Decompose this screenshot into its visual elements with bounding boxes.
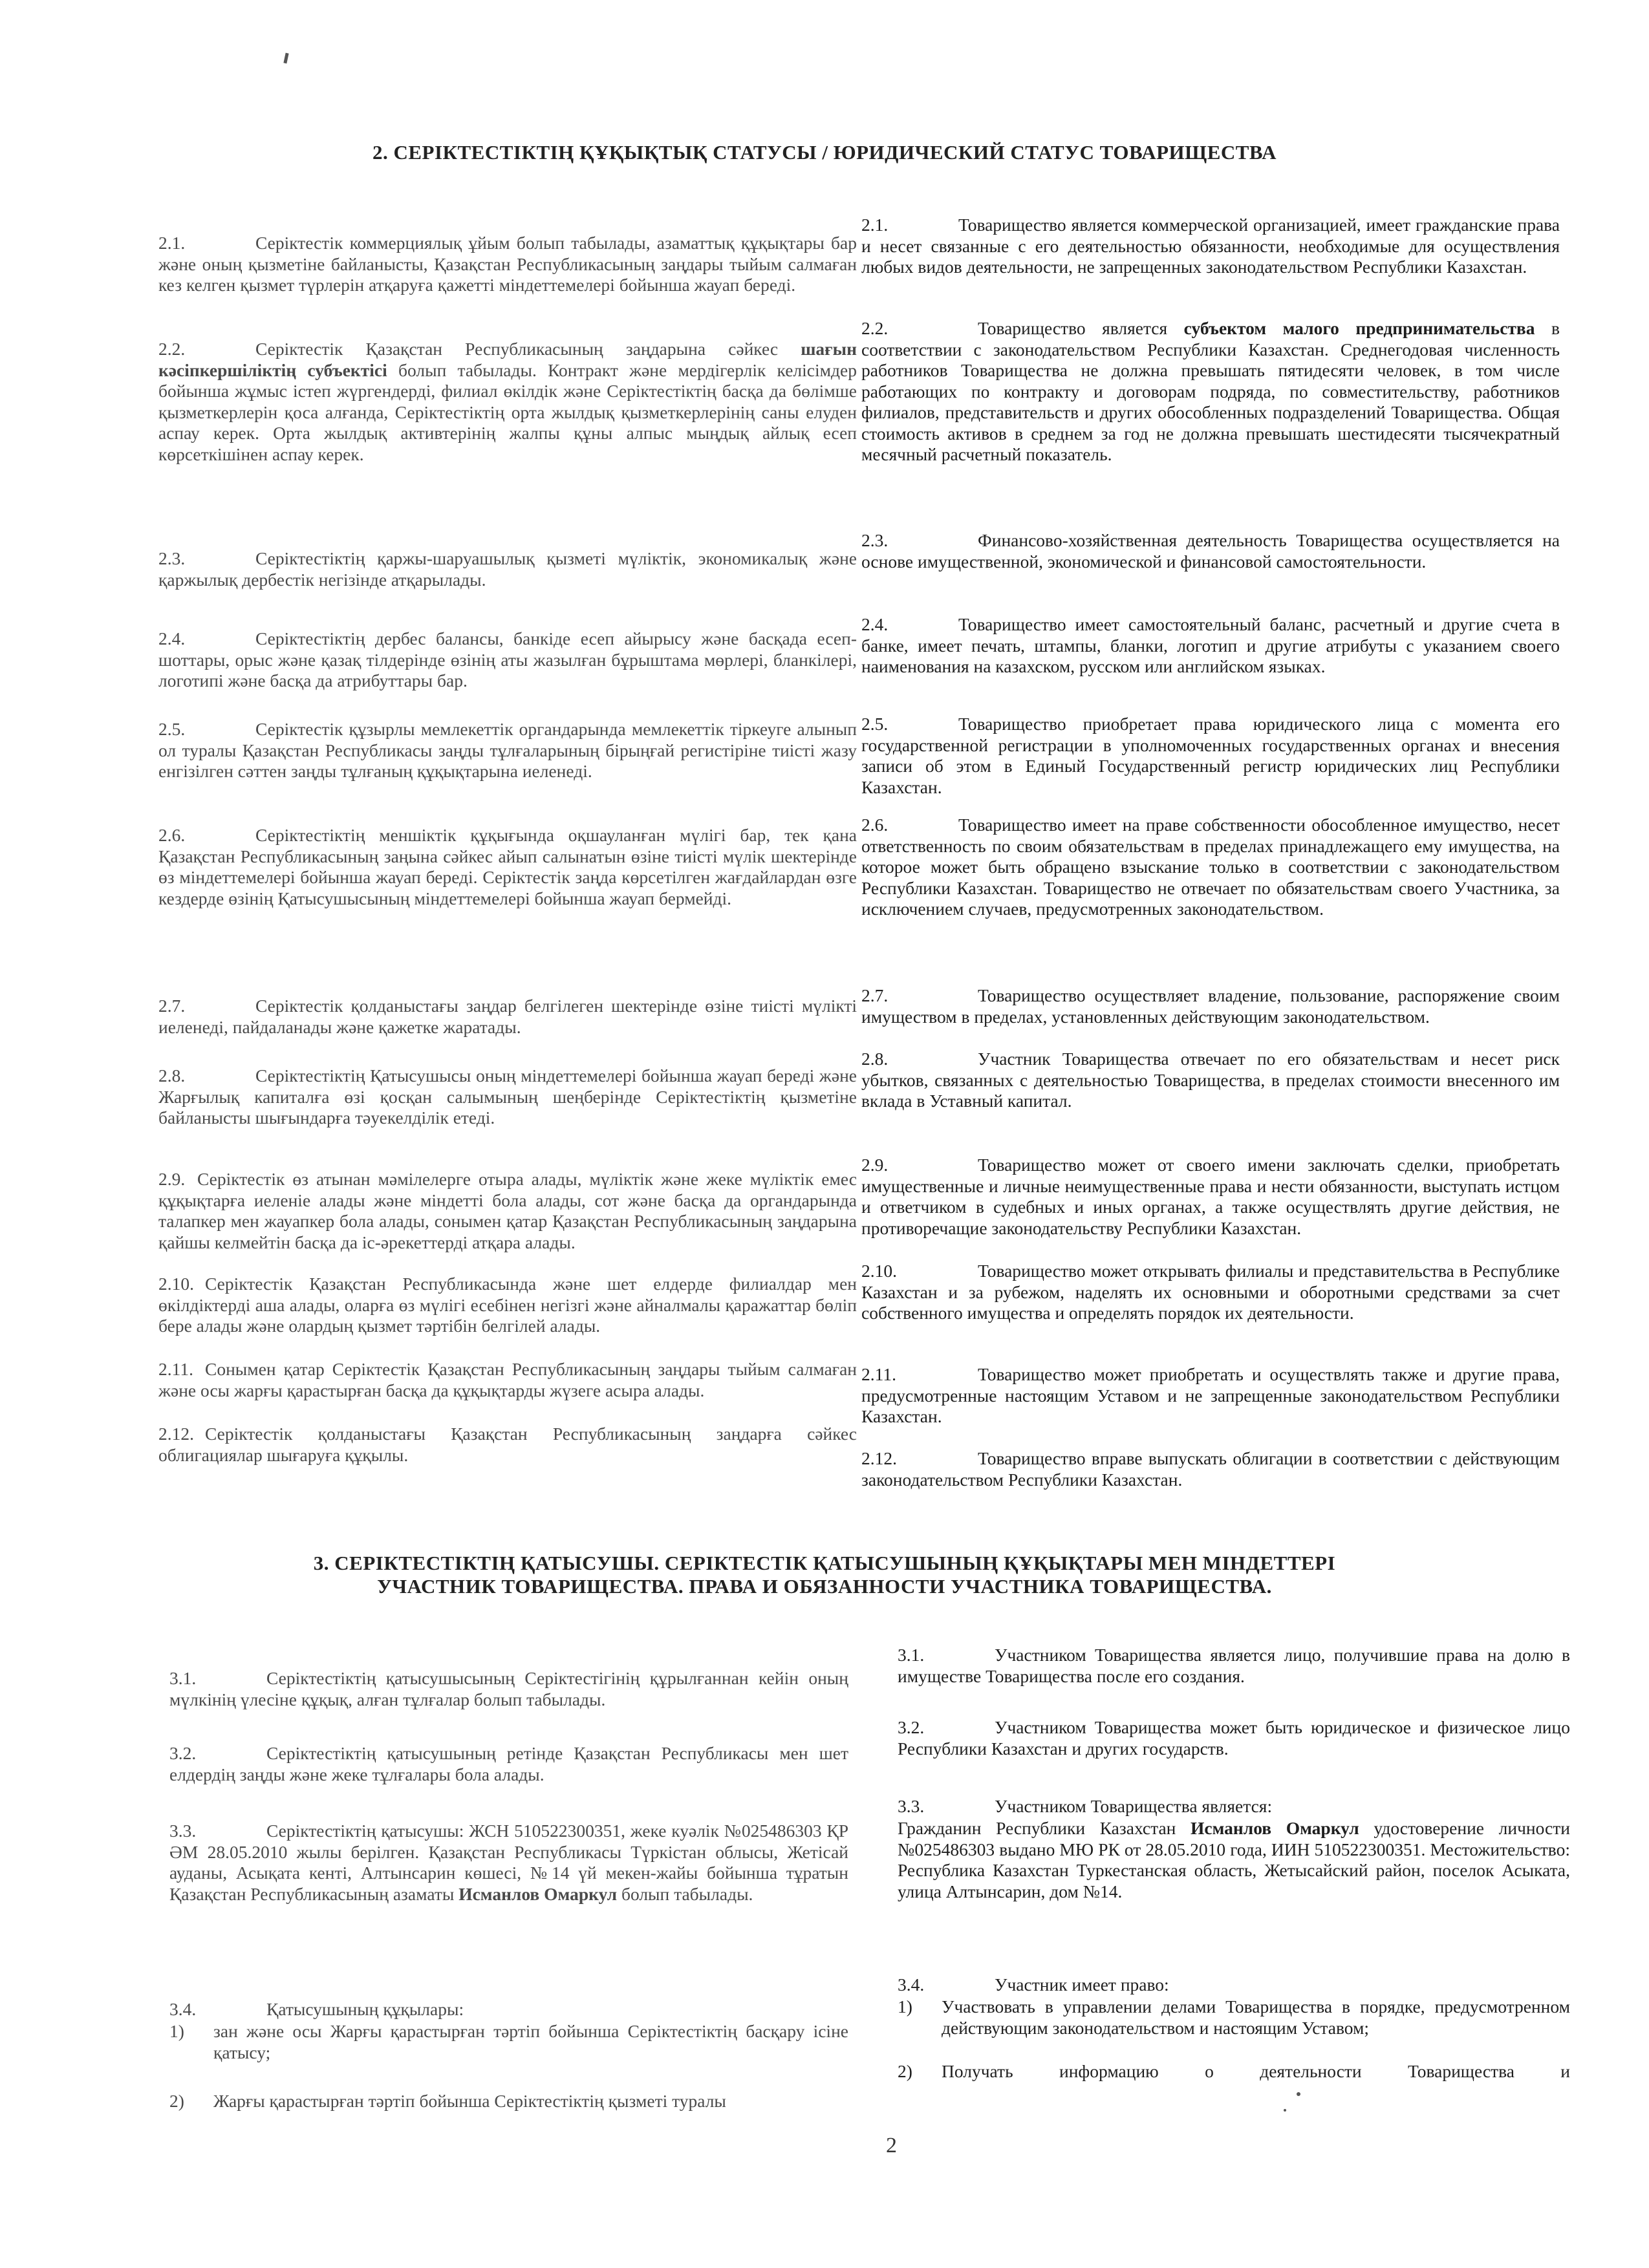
- clause-number: 2.3.: [861, 530, 889, 550]
- clause-number: 2.6.: [861, 815, 889, 835]
- clause-number: 2.2.: [861, 318, 889, 338]
- scan-mark: [283, 53, 288, 64]
- clause-text: Товарищество может приобретать и осуществлять также и другие права, предусмотренные настоящим Уставом и не запрещенные законодательством Республики Казахстан.: [861, 1364, 1560, 1426]
- kz-2-1: [158, 233, 857, 296]
- kz-2-7: [158, 996, 857, 1038]
- clause-number: 2.9.: [158, 1169, 186, 1189]
- clause-number: 3.1.: [898, 1645, 925, 1665]
- kz-2-4: [158, 628, 857, 692]
- ru-2-7: [861, 985, 1560, 1027]
- ru-3-4-item-1: [898, 1996, 1570, 2038]
- clause-number: 3.2.: [898, 1717, 925, 1737]
- kz-3-1: [169, 1668, 848, 1710]
- kz-3-4: [169, 1999, 848, 2020]
- ru-3-1: [898, 1645, 1570, 1687]
- clause-text: болып табылады. Контракт және мердігерлік келісімдер бойынша жұмыс істеп жүргендерді, филиал өкілдік және Серіктестіктің басқа да бөлімше қызметкерлерін қоса алғанда, Серіктестіктің орта жылдық қызметкерлерінің саны елуден аспау керек. Орта жылдық активтерінің жалпы құны алпыс мыңдық айлық есеп көрсеткішінен аспау керек.: [158, 359, 857, 464]
- clause-number: 3.3.: [898, 1796, 925, 1816]
- clause-text: Участником Товарищества может быть юридическое и физическое лицо Республики Казахстан и других государств.: [898, 1717, 1570, 1759]
- section-2-ru-column: [861, 215, 1560, 1514]
- ru-2-6: [861, 815, 1560, 920]
- clause-text: Серіктестік Қазақстан Республикасының заңдарына сәйкес: [255, 339, 801, 359]
- clause-text: Товарищество может открывать филиалы и представительства в Республике Казахстан и за рубежом, наделять их основными и оборотными средствами за счет собственного имущества и определять порядок их деятельности.: [861, 1261, 1560, 1323]
- clause-number: 2.10.: [158, 1274, 194, 1294]
- clause-text: Участник Товарищества отвечает по его обязательствам и несет риск убытков, связанных с деятельностью Товарищества, в пределах стоимости внесенного им вклада в Уставный капитал.: [861, 1049, 1560, 1111]
- clause-number: 3.4.: [898, 1974, 925, 1995]
- kz-3-3: [169, 1821, 848, 1905]
- kz-2-11: [158, 1359, 857, 1401]
- clause-number: 2.10.: [861, 1261, 897, 1281]
- clause-number: 2.1.: [158, 233, 186, 253]
- ru-2-12: [861, 1448, 1560, 1490]
- clause-number: 2.5.: [861, 714, 889, 734]
- clause-bold-text: шағын кәсіпкершіліктің субъектісі: [158, 339, 857, 380]
- clause-text: Серіктестік қолданыстағы заңдар белгілеген шектерінде өзіне тиісті мүлікті иеленеді, пайдаланады және қажетке жаратады.: [158, 996, 857, 1037]
- ru-2-9: [861, 1155, 1560, 1239]
- clause-text: Товарищество является: [978, 318, 1184, 338]
- item-number: 1): [898, 1996, 912, 2017]
- ru-2-1: [861, 215, 1560, 278]
- ru-2-11: [861, 1364, 1560, 1428]
- kz-2-8: [158, 1065, 857, 1129]
- kz-3-4-item-1: [169, 2021, 848, 2063]
- clause-text: Участник имеет право:: [995, 1974, 1169, 1995]
- clause-number: 2.4.: [158, 628, 186, 648]
- kz-2-5: [158, 719, 857, 782]
- ru-2-5: [861, 714, 1560, 798]
- clause-text: Серіктестіктің қаржы-шаруашылық қызметі мүліктік, экономикалық және қаржылық дербестік негізінде атқарылады.: [158, 548, 857, 590]
- kz-3-2: [169, 1743, 848, 1785]
- item-text: Жарғы қарастырған тәртіп бойынша Серіктестіктің қызметі туралы: [213, 2091, 726, 2111]
- kz-3-4-item-2: [169, 2091, 848, 2112]
- clause-text: Товарищество имеет на праве собственности обособленное имущество, несет ответственность по своим обязательствам в пределах принадлежащего ему имущества, на которое может быть обращено взыскание только в соответствии с законодательством Республики Казахстан. Товарищество не отвечает по обязательствам своего Участника, за исключением случаев, предусмотренных законодательством.: [861, 815, 1560, 919]
- kz-2-12: [158, 1424, 857, 1466]
- section-3-title-line-2: УЧАСТНИК ТОВАРИЩЕСТВА. ПРАВА И ОБЯЗАННОСТИ УЧАСТНИКА ТОВАРИЩЕСТВА.: [377, 1575, 1272, 1598]
- ru-3-3-body: [898, 1818, 1570, 1902]
- kz-2-3: [158, 548, 857, 590]
- clause-number: 2.8.: [861, 1049, 889, 1069]
- clause-text: удостоверение личности №025486303 выдано МЮ РК от 28.05.2010 года, ИИН 510522300351. Местожительство: Республика Казахстан Туркестанская область, Жетысайский район, поселок Асыката, улица Алтынсарин, дом №14.: [898, 1818, 1571, 1901]
- clause-number: 3.1.: [169, 1668, 197, 1688]
- clause-number: 2.7.: [861, 985, 889, 1005]
- clause-number: 3.2.: [169, 1743, 197, 1763]
- section-3-title-line-1: 3. СЕРІКТЕСТІКТІҢ ҚАТЫСУШЫ. СЕРІКТЕСТІК ҚАТЫСУШЫНЫҢ ҚҰҚЫҚТАРЫ МЕН МІНДЕТТЕРІ: [313, 1552, 1336, 1574]
- clause-number: 2.3.: [158, 548, 186, 568]
- clause-number: 2.2.: [158, 339, 186, 359]
- clause-text: Гражданин Республики Казахстан: [898, 1818, 1191, 1838]
- clause-number: 2.11.: [861, 1364, 896, 1384]
- page-number: 2: [886, 2134, 897, 2157]
- kz-2-10: [158, 1274, 857, 1337]
- clause-number: 2.1.: [861, 215, 889, 235]
- clause-number: 2.4.: [861, 614, 889, 634]
- ru-3-4: [898, 1974, 1570, 1996]
- ru-2-10: [861, 1261, 1560, 1324]
- section-3-title: [0, 1552, 1649, 1598]
- ru-2-3: [861, 530, 1560, 572]
- section-2-kz-column: [158, 233, 857, 1526]
- clause-number: 2.9.: [861, 1155, 889, 1175]
- clause-text: Серіктестіктің дербес балансы, банкіде есеп айырысу және басқада есеп-шоттары, орыс және қазақ тілдерінде өзінің аты жазылған бұрыштама мөрлері, бланкілері, логотипі және басқа да атрибуттары бар.: [158, 628, 857, 690]
- kz-2-6: [158, 825, 857, 909]
- clause-text: Участником Товарищества является:: [995, 1796, 1273, 1816]
- clause-text: Серіктестіктің қатысушысының Серіктестігінің құрылғаннан кейін оның мүлкінің үлесіне құқық, алған тұлғалар болып табылады.: [169, 1668, 848, 1709]
- clause-number: 2.11.: [158, 1359, 193, 1379]
- clause-text: Серіктестіктің Қатысушысы оның міндеттемелері бойынша жауап береді және Жарғылық капиталға өзі қосқан салымының шеңберінде Серіктестіктің қызметіне байланысты шығындарға тәуекелділік етеді.: [158, 1065, 857, 1128]
- clause-text: Сонымен қатар Серіктестік Қазақстан Республикасының заңдары тыйым салмаған және осы жарғы қарастырған басқа да құқықтарды жүзеге асыра алады.: [158, 1359, 857, 1400]
- clause-text: Товарищество является коммерческой организацией, имеет гражданские права и несет связанные с его деятельностью обязанности, необходимые для осуществления любых видов деятельности, не запрещенных законодательством Республики Казахстан.: [861, 215, 1560, 277]
- clause-text: Қатысушының құқылары:: [266, 1999, 464, 2019]
- clause-text: Серіктестік құзырлы мемлекеттік органдарында мемлекеттік тіркеуге алынып ол туралы Қазақстан Республикасы заңды тұлғаларының бірыңғай регистіріне тиісті жазу енгізілген сәттен заңды тұлғаның құқықтарына иеленеді.: [158, 719, 857, 781]
- clause-bold-text: Исманлов Омаркул: [458, 1883, 618, 1904]
- clause-bold-text: Исманлов Омаркул: [1191, 1818, 1359, 1838]
- clause-text: Серіктестік қолданыстағы Қазақстан Республикасының заңдарға сәйкес облигациялар шығаруға құқылы.: [158, 1424, 857, 1465]
- clause-text: Товарищество приобретает права юридического лица с момента его государственной регистрации в уполномоченных государственных органах и внесения записи об этом в Единый Государственный регистр юридических лиц Республики Казахстан.: [861, 714, 1560, 797]
- clause-number: 2.12.: [158, 1424, 194, 1444]
- ru-3-3: [898, 1796, 1570, 1817]
- clause-number: 3.3.: [169, 1821, 197, 1841]
- section-3-kz-column: [169, 1668, 848, 2114]
- ru-3-4-item-2: [898, 2061, 1570, 2082]
- item-text: Получать информацию о деятельности Товарищества и: [942, 2061, 1570, 2081]
- clause-text: Товарищество осуществляет владение, пользование, распоряжение своим имуществом в пределах, установленных действующим законодательством.: [861, 985, 1560, 1027]
- clause-text: Серіктестік өз атынан мәмілелерге отыра алады, мүліктік және жеке мүліктік емес құқықтарға иеленіе алады және міндетті бола алады, сот және басқа да органдарында талапкер мен жауапкер бола алады, сонымен қатар Қазақстан Республикасының заңдарына қайшы келмейтін басқа да іс-әрекеттерді атқара алады.: [158, 1169, 857, 1252]
- clause-bold-text: субъектом малого предпринимательства: [1183, 318, 1535, 338]
- clause-text: болып табылады.: [617, 1883, 753, 1904]
- clause-number: 2.7.: [158, 996, 186, 1016]
- clause-number: 2.5.: [158, 719, 186, 739]
- kz-2-9: [158, 1169, 857, 1253]
- item-number: 1): [169, 2021, 184, 2041]
- kz-2-2: [158, 339, 857, 465]
- clause-text: Участником Товарищества является лицо, получившие права на долю в имуществе Товарищества после его создания.: [898, 1645, 1570, 1686]
- clause-number: 2.8.: [158, 1065, 186, 1086]
- clause-text: Серіктестіктің қатысушының ретінде Қазақстан Республикасы мен шет елдердің заңды және жеке тұлғалары бола алады.: [169, 1743, 848, 1784]
- item-number: 2): [898, 2061, 912, 2081]
- clause-text: Серіктестік коммерциялық ұйым болып табылады, азаматтық құқықтары бар және оның қызметіне байланысты, Қазақстан Республикасының заңдары тыйым салмаған кез келген қызмет түрлерін атқаруға қажетті міндеттемелері бойынша жауап береді.: [158, 233, 857, 295]
- clause-text: Серіктестік Қазақстан Республикасында және шет елдерде филиалдар мен өкілдіктерді аша алады, оларға өз мүлігі есебінен негізгі және айналмалы қаражаттар бөліп бере алады және олардың қызмет тәртібін белгілей алады.: [158, 1274, 857, 1336]
- clause-text: Товарищество вправе выпускать облигации в соответствии с действующим законодательством Республики Казахстан.: [861, 1448, 1560, 1490]
- section-3-ru-column: [898, 1645, 1570, 2110]
- section-2-title: 2. СЕРІКТЕСТІКТІҢ ҚҰҚЫҚТЫҚ СТАТУСЫ / ЮРИДИЧЕСКИЙ СТАТУС ТОВАРИЩЕСТВА: [372, 141, 1277, 164]
- clause-text: Серіктестіктің қатысушы: ЖСН 510522300351, жеке куәлік №025486303 ҚР ӘМ 28.05.2010 жылы берілген. Қазақстан Республикасы Түркістан облысы, Жетісай ауданы, Асықата кенті, Алтынсарин көшесі, №14 үй мекен-жайы бойынша тұратын Қазақстан Республикасының азаматы: [169, 1821, 848, 1904]
- item-text: Участвовать в управлении делами Товарищества в порядке, предусмотренном действующим законодательством и настоящим Уставом;: [942, 1996, 1570, 2038]
- clause-number: 3.4.: [169, 1999, 197, 2019]
- ru-3-2: [898, 1717, 1570, 1759]
- clause-text: Финансово-хозяйственная деятельность Товарищества осуществляется на основе имущественной, экономической и финансовой самостоятельности.: [861, 530, 1560, 572]
- ru-2-4: [861, 614, 1560, 678]
- item-text: зан және осы Жарғы қарастырған тәртіп бойынша Серіктестіктің басқару ісіне қатысу;: [213, 2021, 848, 2062]
- clause-text: Товарищество может от своего имени заключать сделки, приобретать имущественные и личные неимущественные права и нести обязанности, выступать истцом и ответчиком в судебных и иных органах, а также осуществлять другие действия, не противоречащие законодательству Республики Казахстан.: [861, 1155, 1560, 1238]
- clause-number: 2.6.: [158, 825, 186, 845]
- clause-text: Товарищество имеет самостоятельный баланс, расчетный и другие счета в банке, имеет печать, штампы, бланки, логотип и другие атрибуты с указанием своего наименования на казахском, русском или английском языках.: [861, 614, 1560, 676]
- ru-2-8: [861, 1049, 1560, 1112]
- clause-text: в соответствии с законодательством Республики Казахстан. Среднегодовая численность работников Товарищества не должна превышать пятидесяти человек, в том числе работающих по контракту и договорам подряда, по совместительству, работников филиалов, представительств и других обособленных подразделений Товарищества. Общая стоимость активов в среднем за год не должна превышать шестидесяти тысячекратный месячный расчетный показатель.: [861, 318, 1560, 464]
- ru-2-2: [861, 318, 1560, 465]
- item-number: 2): [169, 2091, 184, 2111]
- clause-text: Серіктестіктің меншіктік құқығында оқшауланған мүлігі бар, тек қана Қазақстан Республикасының заңына сәйкес айып салынатын өзіне тиісті мүлік шектерінде өз міндеттемелері бойынша жауап береді. Серіктестік заңда көрсетілген жағдайлардан өзге кездерде өзінің Қатысушысының міндеттемелері бойынша жауап бермейді.: [158, 825, 857, 908]
- clause-number: 2.12.: [861, 1448, 897, 1468]
